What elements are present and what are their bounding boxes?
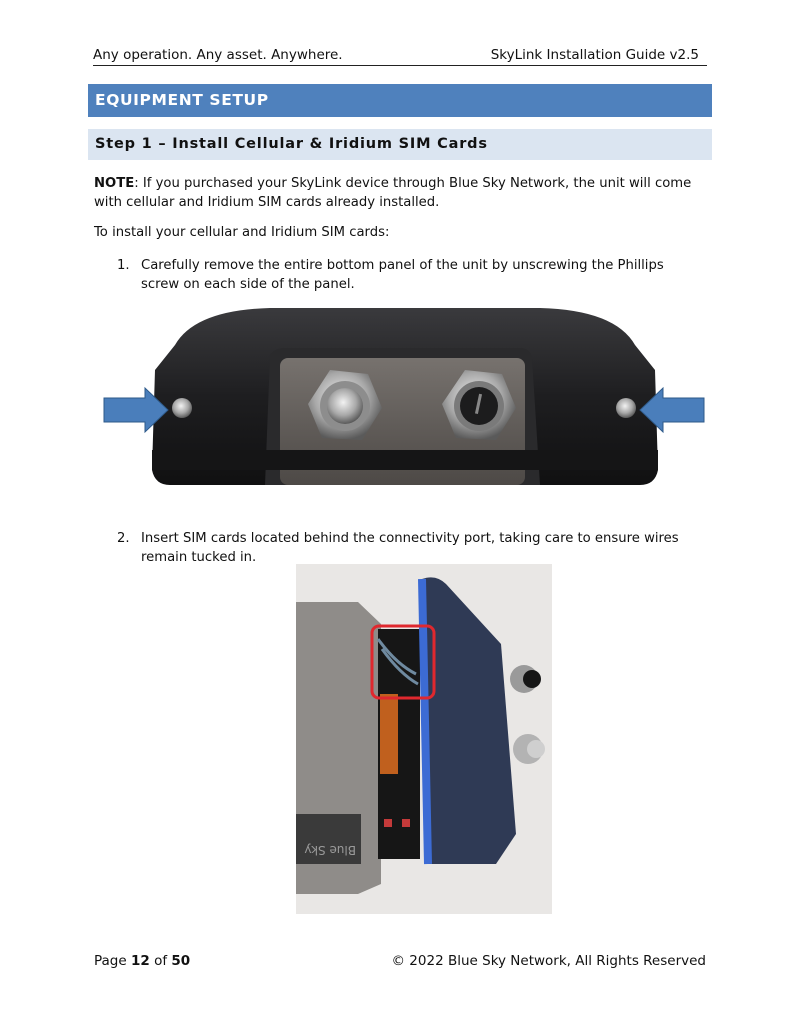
page-header bbox=[93, 47, 707, 66]
sim-card bbox=[380, 694, 398, 774]
sim-card-photo bbox=[296, 564, 552, 914]
note-label: NOTE bbox=[94, 176, 135, 191]
footer-copyright: © 2022 Blue Sky Network, All Rights Reserved bbox=[391, 953, 706, 969]
step-2-number: 2. bbox=[117, 531, 130, 546]
screw-left bbox=[172, 398, 192, 418]
page-current: 12 bbox=[130, 953, 150, 969]
screw-right bbox=[616, 398, 636, 418]
header-tagline: Any operation. Any asset. Anywhere. bbox=[93, 47, 343, 63]
page-prefix: Page bbox=[94, 953, 127, 969]
note-text: : If you purchased your SkyLink device through Blue Sky Network, the unit will come with cellular and Iridium SIM cards already installed. bbox=[94, 176, 692, 210]
step-heading: Step 1 – Install Cellular & Iridium SIM Cards bbox=[88, 129, 712, 160]
page-of: of bbox=[154, 953, 168, 969]
photo-brand-text: Blue Sky bbox=[304, 843, 356, 857]
step-1-number: 1. bbox=[117, 258, 130, 273]
step-2-text: Insert SIM cards located behind the connectivity port, taking care to ensure wires remain tucked in. bbox=[141, 531, 679, 565]
device-bottom-figure bbox=[100, 300, 710, 500]
device-flange bbox=[152, 450, 658, 470]
step-1-text: Carefully remove the entire bottom panel of the unit by unscrewing the Phillips screw on each side of the panel. bbox=[141, 258, 664, 292]
page-total: 50 bbox=[171, 953, 191, 969]
header-guide-title: SkyLink Installation Guide v2.5 bbox=[490, 47, 699, 63]
note-paragraph bbox=[94, 174, 694, 212]
intro-paragraph: To install your cellular and Iridium SIM cards: bbox=[94, 225, 390, 240]
section-heading: EQUIPMENT SETUP bbox=[88, 84, 712, 117]
footer-page-number bbox=[94, 953, 190, 969]
